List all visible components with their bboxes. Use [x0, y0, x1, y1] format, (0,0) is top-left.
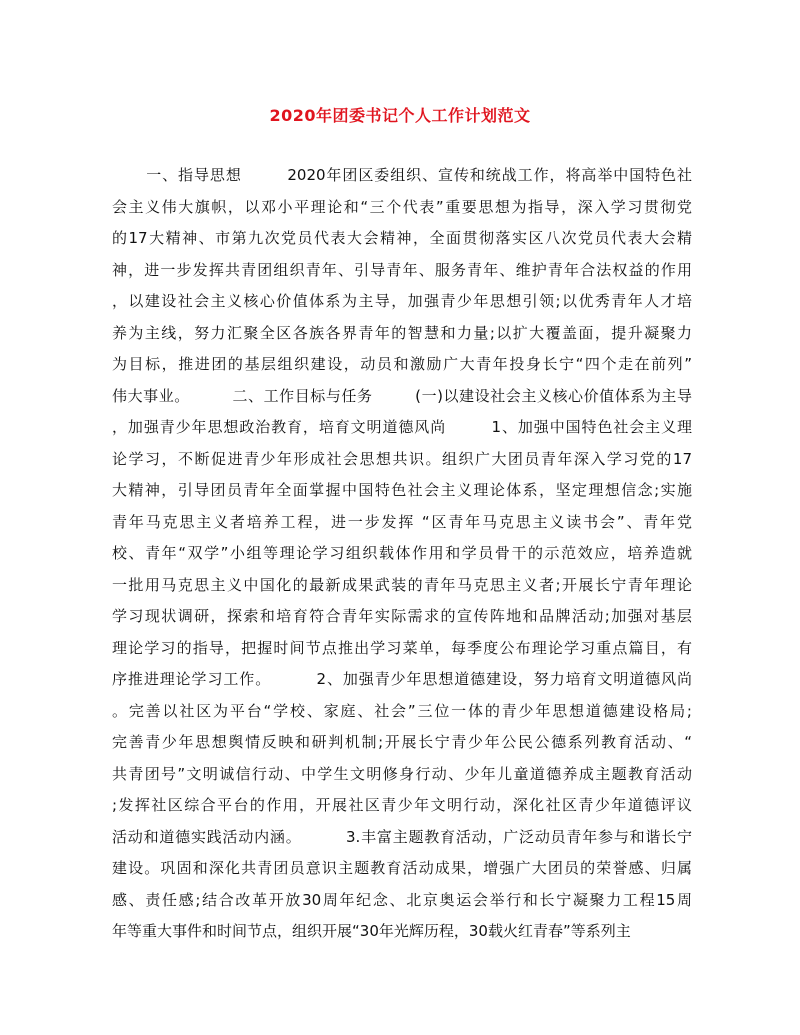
body-line: ，加强青少年思想政治教育，培育文明道德风尚 1、加强中国特色社会主义理 — [112, 418, 692, 436]
document-body — [112, 160, 692, 948]
body-line: ;发挥社区综合平台的作用，开展社区青少年文明行动，深化社区青少年道德评议 — [112, 796, 692, 814]
document-title: 2020年团委书记个人工作计划范文 — [269, 106, 531, 125]
body-line: 养为主线，努力汇聚全区各族各界青年的智慧和力量;以扩大覆盖面，提升凝聚力 — [112, 323, 692, 342]
body-line: 序推进理论学习工作。 2、加强青少年思想道德建设，努力培育文明道德风尚 — [112, 670, 692, 688]
body-line: 会主义伟大旗帜，以邓小平理论和“三个代表”重要思想为指导，深入学习贯彻党 — [112, 197, 692, 216]
body-line: 完善青少年思想舆情反映和研判机制;开展长宁青少年公民公德系列教育活动、“ — [112, 733, 692, 751]
body-line: 。完善以社区为平台“学校、家庭、社会”三位一体的青少年思想道德建设格局; — [112, 701, 692, 720]
body-line: 学习现状调研，探索和培育符合青年实际需求的宣传阵地和品牌活动;加强对基层 — [112, 607, 692, 625]
body-line: 校、青年“双学”小组等理论学习组织载体作用和学员骨干的示范效应，培养造就 — [112, 544, 692, 562]
body-line: 理论学习的指导，把握时间节点推出学习菜单，每季度公布理论学习重点篇目，有 — [112, 638, 692, 657]
body-line: 共青团号”文明诚信行动、中学生文明修身行动、少年儿童道德养成主题教育活动 — [112, 764, 692, 783]
body-line: 年等重大事件和时间节点，组织开展“30年光辉历程，30载火红青春”等系列主 — [112, 922, 631, 940]
body-line: 一、指导思想 2020年团区委组织、宣传和统战工作，将高举中国特色社 — [112, 166, 692, 184]
body-line: 一批用马克思主义中国化的最新成果武装的青年马克思主义者;开展长宁青年理论 — [112, 575, 692, 594]
body-line: 为目标，推进团的基层组织建设，动员和激励广大青年投身长宁“四个走在前列” — [112, 355, 692, 373]
body-line: 神，进一步发挥共青团组织青年、引导青年、服务青年、维护青年合法权益的作用 — [112, 260, 692, 279]
body-line: 伟大事业。 二、工作目标与任务 (一)以建设社会主义核心价值体系为主导 — [112, 386, 692, 405]
body-line: 活动和道德实践活动内涵。 3.丰富主题教育活动，广泛动员青年参与和谐长宁 — [112, 827, 692, 846]
body-line: 感、责任感;结合改革开放30周年纪念、北京奥运会举行和长宁凝聚力工程15周 — [112, 890, 692, 909]
body-line: 论学习，不断促进青少年形成社会思想共识。组织广大团员青年深入学习党的17 — [112, 449, 692, 468]
body-line: ，以建设社会主义核心价值体系为主导，加强青少年思想引领;以优秀青年人才培 — [112, 292, 692, 310]
body-line: 建设。巩固和深化共青团员意识主题教育活动成果，增强广大团员的荣誉感、归属 — [112, 859, 692, 877]
body-line: 青年马克思主义者培养工程，进一步发挥 “区青年马克思主义读书会”、青年党 — [112, 512, 692, 531]
body-line: 大精神，引导团员青年全面掌握中国特色社会主义理论体系，坚定理想信念;实施 — [112, 481, 692, 499]
body-line: 的17大精神、市第九次党员代表大会精神，全面贯彻落实区八次党员代表大会精 — [112, 229, 692, 247]
